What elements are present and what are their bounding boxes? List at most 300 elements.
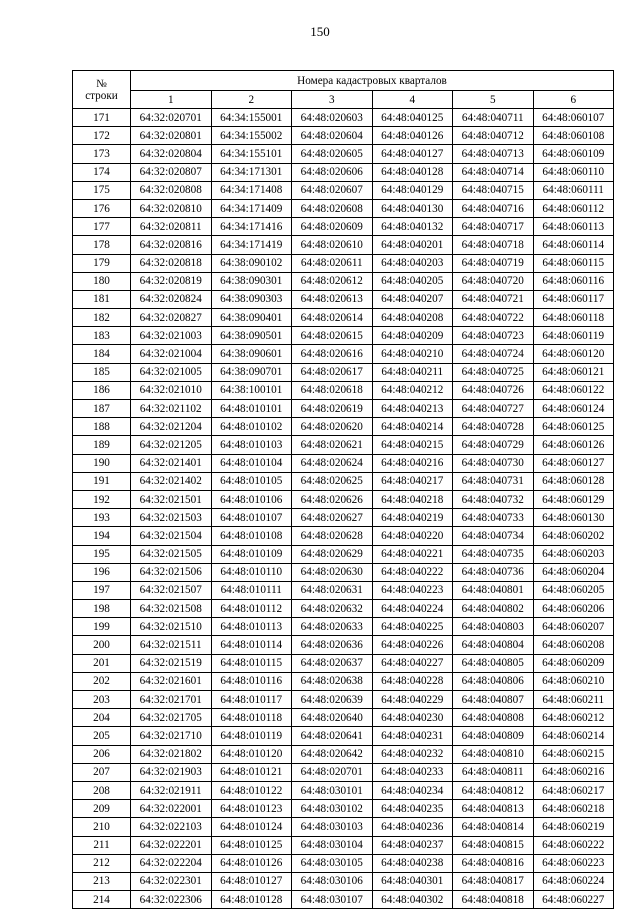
cadastral-number-cell: 64:48:040734 — [453, 527, 534, 545]
cadastral-number-cell: 64:32:021505 — [131, 545, 212, 563]
cadastral-number-cell: 64:48:010111 — [211, 581, 292, 599]
cadastral-number-cell: 64:38:090701 — [211, 363, 292, 381]
cadastral-number-cell: 64:48:040213 — [372, 400, 453, 418]
cadastral-number-cell: 64:48:010113 — [211, 618, 292, 636]
table-row — [73, 272, 614, 290]
cadastral-number-cell: 64:48:060120 — [533, 345, 614, 363]
table-row — [73, 545, 614, 563]
cadastral-number-cell: 64:48:020603 — [292, 109, 373, 127]
row-number-cell: 205 — [73, 727, 131, 745]
cadastral-number-cell: 64:32:021005 — [131, 363, 212, 381]
cadastral-number-cell: 64:48:020611 — [292, 254, 373, 272]
cadastral-number-cell: 64:38:090102 — [211, 254, 292, 272]
cadastral-number-cell: 64:48:040805 — [453, 654, 534, 672]
cadastral-number-cell: 64:48:060108 — [533, 127, 614, 145]
table-row — [73, 600, 614, 618]
table-row — [73, 290, 614, 308]
table-row — [73, 472, 614, 490]
row-number-cell: 203 — [73, 691, 131, 709]
cadastral-number-cell: 64:32:021010 — [131, 381, 212, 399]
cadastral-number-cell: 64:48:020625 — [292, 472, 373, 490]
cadastral-number-cell: 64:32:020801 — [131, 127, 212, 145]
table-row — [73, 509, 614, 527]
row-number-cell: 174 — [73, 163, 131, 181]
cadastral-number-cell: 64:48:040722 — [453, 309, 534, 327]
cadastral-number-cell: 64:48:060119 — [533, 327, 614, 345]
cadastral-number-cell: 64:48:040224 — [372, 600, 453, 618]
cadastral-number-cell: 64:48:040205 — [372, 272, 453, 290]
cadastral-number-cell: 64:48:020621 — [292, 436, 373, 454]
cadastral-number-cell: 64:48:040735 — [453, 545, 534, 563]
cadastral-number-cell: 64:48:040216 — [372, 454, 453, 472]
cadastral-number-cell: 64:48:040801 — [453, 581, 534, 599]
table-row — [73, 418, 614, 436]
cadastral-number-cell: 64:48:010118 — [211, 709, 292, 727]
cadastral-number-cell: 64:48:060115 — [533, 254, 614, 272]
cadastral-number-cell: 64:32:022103 — [131, 818, 212, 836]
cadastral-number-cell: 64:48:040718 — [453, 236, 534, 254]
cadastral-number-cell: 64:48:060125 — [533, 418, 614, 436]
row-number-cell: 187 — [73, 400, 131, 418]
row-number-cell: 185 — [73, 363, 131, 381]
cadastral-number-cell: 64:32:021503 — [131, 509, 212, 527]
cadastral-number-cell: 64:48:040237 — [372, 836, 453, 854]
cadastral-number-cell: 64:48:040238 — [372, 854, 453, 872]
table-row — [73, 563, 614, 581]
cadastral-number-cell: 64:34:155101 — [211, 145, 292, 163]
table-row — [73, 527, 614, 545]
cadastral-number-cell: 64:48:060214 — [533, 727, 614, 745]
row-number-cell: 171 — [73, 109, 131, 127]
row-number-cell: 196 — [73, 563, 131, 581]
cadastral-number-cell: 64:32:022301 — [131, 872, 212, 890]
cadastral-number-cell: 64:48:040736 — [453, 563, 534, 581]
cadastral-number-cell: 64:48:020633 — [292, 618, 373, 636]
table-row — [73, 490, 614, 508]
column-number-header: 6 — [533, 91, 614, 109]
cadastral-number-cell: 64:48:060118 — [533, 309, 614, 327]
cadastral-number-cell: 64:48:040214 — [372, 418, 453, 436]
cadastral-number-cell: 64:48:040725 — [453, 363, 534, 381]
cadastral-number-cell: 64:48:020627 — [292, 509, 373, 527]
cadastral-number-cell: 64:48:040809 — [453, 727, 534, 745]
table-row — [73, 672, 614, 690]
table-row — [73, 109, 614, 127]
cadastral-number-cell: 64:48:060124 — [533, 400, 614, 418]
row-number-cell: 211 — [73, 836, 131, 854]
table-row — [73, 781, 614, 799]
cadastral-number-cell: 64:48:060130 — [533, 509, 614, 527]
cadastral-number-cell: 64:48:020607 — [292, 181, 373, 199]
cadastral-number-cell: 64:48:030101 — [292, 781, 373, 799]
cadastral-number-cell: 64:38:090501 — [211, 327, 292, 345]
column-number-header: 1 — [131, 91, 212, 109]
cadastral-number-cell: 64:34:171416 — [211, 218, 292, 236]
cadastral-number-cell: 64:48:040232 — [372, 745, 453, 763]
cadastral-number-cell: 64:48:040125 — [372, 109, 453, 127]
cadastral-number-cell: 64:48:060222 — [533, 836, 614, 854]
row-number-cell: 210 — [73, 818, 131, 836]
table-row — [73, 363, 614, 381]
cadastral-number-cell: 64:48:040715 — [453, 181, 534, 199]
cadastral-number-cell: 64:32:020810 — [131, 199, 212, 217]
cadastral-number-cell: 64:48:010103 — [211, 436, 292, 454]
row-number-cell: 175 — [73, 181, 131, 199]
cadastral-number-cell: 64:48:040717 — [453, 218, 534, 236]
cadastral-number-cell: 64:48:040711 — [453, 109, 534, 127]
cadastral-number-cell: 64:48:020616 — [292, 345, 373, 363]
row-number-cell: 202 — [73, 672, 131, 690]
cadastral-number-cell: 64:48:040817 — [453, 872, 534, 890]
cadastral-number-cell: 64:32:020819 — [131, 272, 212, 290]
column-number-header: 2 — [211, 91, 292, 109]
cadastral-number-cell: 64:48:040719 — [453, 254, 534, 272]
cadastral-number-cell: 64:48:060204 — [533, 563, 614, 581]
quarters-group-header: Номера кадастровых кварталов — [131, 71, 614, 91]
row-number-cell: 209 — [73, 800, 131, 818]
row-number-cell: 176 — [73, 199, 131, 217]
row-number-cell: 201 — [73, 654, 131, 672]
cadastral-number-cell: 64:48:020624 — [292, 454, 373, 472]
cadastral-number-cell: 64:48:060202 — [533, 527, 614, 545]
cadastral-number-cell: 64:32:020818 — [131, 254, 212, 272]
cadastral-number-cell: 64:48:010124 — [211, 818, 292, 836]
cadastral-number-cell: 64:48:040235 — [372, 800, 453, 818]
row-number-header-symbol: № — [96, 77, 107, 90]
cadastral-number-cell: 64:48:040803 — [453, 618, 534, 636]
row-number-cell: 178 — [73, 236, 131, 254]
cadastral-number-cell: 64:48:040301 — [372, 872, 453, 890]
cadastral-number-cell: 64:48:040219 — [372, 509, 453, 527]
cadastral-number-cell: 64:32:021903 — [131, 763, 212, 781]
cadastral-number-cell: 64:48:040230 — [372, 709, 453, 727]
cadastral-number-cell: 64:48:040730 — [453, 454, 534, 472]
cadastral-number-cell: 64:48:060107 — [533, 109, 614, 127]
cadastral-number-cell: 64:48:020610 — [292, 236, 373, 254]
cadastral-number-cell: 64:48:040726 — [453, 381, 534, 399]
cadastral-number-cell: 64:32:021506 — [131, 563, 212, 581]
cadastral-number-cell: 64:48:010115 — [211, 654, 292, 672]
cadastral-number-cell: 64:34:155001 — [211, 109, 292, 127]
cadastral-number-cell: 64:48:020641 — [292, 727, 373, 745]
cadastral-number-cell: 64:32:020824 — [131, 290, 212, 308]
row-number-cell: 195 — [73, 545, 131, 563]
cadastral-number-cell: 64:48:030102 — [292, 800, 373, 818]
cadastral-number-cell: 64:48:030107 — [292, 891, 373, 909]
cadastral-number-cell: 64:48:020629 — [292, 545, 373, 563]
cadastral-number-cell: 64:48:060121 — [533, 363, 614, 381]
cadastral-number-cell: 64:48:020630 — [292, 563, 373, 581]
cadastral-number-cell: 64:48:040813 — [453, 800, 534, 818]
cadastral-number-cell: 64:48:020620 — [292, 418, 373, 436]
cadastral-number-cell: 64:48:040201 — [372, 236, 453, 254]
cadastral-number-cell: 64:32:021911 — [131, 781, 212, 799]
cadastral-number-cell: 64:34:155002 — [211, 127, 292, 145]
table-row — [73, 127, 614, 145]
cadastral-number-cell: 64:48:060116 — [533, 272, 614, 290]
cadastral-number-cell: 64:32:022306 — [131, 891, 212, 909]
cadastral-number-cell: 64:48:040807 — [453, 691, 534, 709]
cadastral-number-cell: 64:48:040215 — [372, 436, 453, 454]
row-number-header-label: строки — [85, 89, 118, 102]
cadastral-number-cell: 64:32:021102 — [131, 400, 212, 418]
column-number-header: 5 — [453, 91, 534, 109]
table-row — [73, 654, 614, 672]
cadastral-number-cell: 64:48:040732 — [453, 490, 534, 508]
row-number-cell: 194 — [73, 527, 131, 545]
cadastral-number-cell: 64:48:010110 — [211, 563, 292, 581]
cadastral-number-cell: 64:38:090601 — [211, 345, 292, 363]
cadastral-number-cell: 64:32:021402 — [131, 472, 212, 490]
row-number-cell: 193 — [73, 509, 131, 527]
cadastral-number-cell: 64:48:040816 — [453, 854, 534, 872]
row-number-cell: 206 — [73, 745, 131, 763]
table-row — [73, 436, 614, 454]
cadastral-number-cell: 64:48:030106 — [292, 872, 373, 890]
cadastral-number-cell: 64:48:020632 — [292, 600, 373, 618]
cadastral-number-cell: 64:48:010107 — [211, 509, 292, 527]
table-row — [73, 872, 614, 890]
cadastral-number-cell: 64:48:010108 — [211, 527, 292, 545]
cadastral-number-cell: 64:48:060113 — [533, 218, 614, 236]
cadastral-number-cell: 64:32:021802 — [131, 745, 212, 763]
cadastral-number-cell: 64:32:020804 — [131, 145, 212, 163]
cadastral-number-cell: 64:48:020701 — [292, 763, 373, 781]
cadastral-number-cell: 64:48:040712 — [453, 127, 534, 145]
cadastral-number-cell: 64:32:022201 — [131, 836, 212, 854]
cadastral-number-cell: 64:48:030105 — [292, 854, 373, 872]
row-number-cell: 173 — [73, 145, 131, 163]
table-row — [73, 691, 614, 709]
table-row — [73, 618, 614, 636]
cadastral-number-cell: 64:48:040812 — [453, 781, 534, 799]
cadastral-number-cell: 64:32:021510 — [131, 618, 212, 636]
row-number-cell: 199 — [73, 618, 131, 636]
cadastral-number-cell: 64:32:021401 — [131, 454, 212, 472]
cadastral-number-cell: 64:48:040218 — [372, 490, 453, 508]
cadastral-number-cell: 64:48:060206 — [533, 600, 614, 618]
cadastral-number-cell: 64:48:040808 — [453, 709, 534, 727]
cadastral-number-cell: 64:48:060223 — [533, 854, 614, 872]
table-row — [73, 891, 614, 909]
cadastral-number-cell: 64:32:021004 — [131, 345, 212, 363]
cadastral-number-cell: 64:32:021504 — [131, 527, 212, 545]
table-row — [73, 454, 614, 472]
row-number-cell: 192 — [73, 490, 131, 508]
column-number-header: 4 — [372, 91, 453, 109]
table-row — [73, 163, 614, 181]
table-row — [73, 581, 614, 599]
cadastral-number-cell: 64:34:171419 — [211, 236, 292, 254]
table-row — [73, 745, 614, 763]
table-row — [73, 818, 614, 836]
table-row — [73, 381, 614, 399]
cadastral-number-cell: 64:48:060227 — [533, 891, 614, 909]
cadastral-number-cell: 64:48:060211 — [533, 691, 614, 709]
table-row — [73, 309, 614, 327]
table-row — [73, 636, 614, 654]
cadastral-number-cell: 64:48:040231 — [372, 727, 453, 745]
cadastral-number-cell: 64:34:171301 — [211, 163, 292, 181]
cadastral-number-cell: 64:48:040818 — [453, 891, 534, 909]
cadastral-number-cell: 64:48:040227 — [372, 654, 453, 672]
cadastral-number-cell: 64:48:040225 — [372, 618, 453, 636]
row-number-cell: 214 — [73, 891, 131, 909]
cadastral-number-cell: 64:48:060112 — [533, 199, 614, 217]
cadastral-number-cell: 64:48:040721 — [453, 290, 534, 308]
cadastral-number-cell: 64:48:020626 — [292, 490, 373, 508]
cadastral-number-cell: 64:32:020816 — [131, 236, 212, 254]
cadastral-number-cell: 64:32:020807 — [131, 163, 212, 181]
cadastral-number-cell: 64:48:020617 — [292, 363, 373, 381]
cadastral-number-cell: 64:48:040714 — [453, 163, 534, 181]
row-number-cell: 177 — [73, 218, 131, 236]
table-row — [73, 854, 614, 872]
cadastral-number-cell: 64:48:010125 — [211, 836, 292, 854]
cadastral-number-cell: 64:48:020642 — [292, 745, 373, 763]
row-number-cell: 180 — [73, 272, 131, 290]
cadastral-number-cell: 64:48:040210 — [372, 345, 453, 363]
row-number-cell: 208 — [73, 781, 131, 799]
cadastral-number-cell: 64:48:020639 — [292, 691, 373, 709]
cadastral-number-cell: 64:48:010123 — [211, 800, 292, 818]
cadastral-number-cell: 64:48:010116 — [211, 672, 292, 690]
cadastral-number-cell: 64:32:021705 — [131, 709, 212, 727]
cadastral-number-cell: 64:32:020808 — [131, 181, 212, 199]
cadastral-number-cell: 64:48:060129 — [533, 490, 614, 508]
cadastral-number-cell: 64:48:020638 — [292, 672, 373, 690]
row-number-header — [73, 71, 131, 109]
cadastral-number-cell: 64:48:020608 — [292, 199, 373, 217]
cadastral-number-cell: 64:48:040126 — [372, 127, 453, 145]
cadastral-number-cell: 64:48:060122 — [533, 381, 614, 399]
cadastral-number-cell: 64:48:040127 — [372, 145, 453, 163]
cadastral-number-cell: 64:48:060203 — [533, 545, 614, 563]
cadastral-number-cell: 64:32:020701 — [131, 109, 212, 127]
cadastral-number-cell: 64:32:021511 — [131, 636, 212, 654]
cadastral-number-cell: 64:48:040236 — [372, 818, 453, 836]
cadastral-number-cell: 64:48:040220 — [372, 527, 453, 545]
cadastral-number-cell: 64:48:040209 — [372, 327, 453, 345]
cadastral-number-cell: 64:48:040132 — [372, 218, 453, 236]
cadastral-number-cell: 64:48:060207 — [533, 618, 614, 636]
cadastral-number-cell: 64:48:040222 — [372, 563, 453, 581]
cadastral-number-cell: 64:48:040811 — [453, 763, 534, 781]
cadastral-number-cell: 64:48:020628 — [292, 527, 373, 545]
cadastral-number-cell: 64:48:040228 — [372, 672, 453, 690]
cadastral-number-cell: 64:32:021601 — [131, 672, 212, 690]
table-row — [73, 400, 614, 418]
cadastral-number-cell: 64:48:060109 — [533, 145, 614, 163]
cadastral-number-cell: 64:48:010109 — [211, 545, 292, 563]
cadastral-number-cell: 64:48:040728 — [453, 418, 534, 436]
cadastral-number-cell: 64:48:040810 — [453, 745, 534, 763]
cadastral-number-cell: 64:48:020605 — [292, 145, 373, 163]
table-row — [73, 836, 614, 854]
cadastral-number-cell: 64:48:020615 — [292, 327, 373, 345]
cadastral-number-cell: 64:32:021204 — [131, 418, 212, 436]
row-number-cell: 179 — [73, 254, 131, 272]
cadastral-number-cell: 64:48:040211 — [372, 363, 453, 381]
table-row — [73, 800, 614, 818]
cadastral-number-cell: 64:48:020613 — [292, 290, 373, 308]
table-row — [73, 254, 614, 272]
table-row — [73, 327, 614, 345]
cadastral-number-cell: 64:48:020606 — [292, 163, 373, 181]
cadastral-number-cell: 64:38:090301 — [211, 272, 292, 290]
cadastral-number-cell: 64:48:040814 — [453, 818, 534, 836]
cadastral-number-cell: 64:38:090303 — [211, 290, 292, 308]
cadastral-number-cell: 64:48:040226 — [372, 636, 453, 654]
row-number-cell: 190 — [73, 454, 131, 472]
cadastral-number-cell: 64:48:040208 — [372, 309, 453, 327]
cadastral-number-cell: 64:48:060224 — [533, 872, 614, 890]
cadastral-number-cell: 64:32:021003 — [131, 327, 212, 345]
table-row — [73, 727, 614, 745]
row-number-cell: 198 — [73, 600, 131, 618]
cadastral-number-cell: 64:48:010121 — [211, 763, 292, 781]
cadastral-number-cell: 64:48:040221 — [372, 545, 453, 563]
cadastral-number-cell: 64:38:100101 — [211, 381, 292, 399]
cadastral-number-cell: 64:48:010120 — [211, 745, 292, 763]
table-row — [73, 181, 614, 199]
table-row — [73, 218, 614, 236]
cadastral-number-cell: 64:48:060216 — [533, 763, 614, 781]
cadastral-number-cell: 64:32:021205 — [131, 436, 212, 454]
cadastral-number-cell: 64:48:040207 — [372, 290, 453, 308]
row-number-cell: 182 — [73, 309, 131, 327]
page-number: 150 — [310, 24, 330, 39]
table-row — [73, 145, 614, 163]
table-row — [73, 709, 614, 727]
table-body — [73, 109, 614, 909]
cadastral-number-cell: 64:48:020636 — [292, 636, 373, 654]
cadastral-number-cell: 64:32:021501 — [131, 490, 212, 508]
cadastral-number-cell: 64:32:020827 — [131, 309, 212, 327]
cadastral-number-cell: 64:48:040713 — [453, 145, 534, 163]
cadastral-number-cell: 64:48:060127 — [533, 454, 614, 472]
cadastral-number-cell: 64:48:030103 — [292, 818, 373, 836]
cadastral-number-cell: 64:32:021701 — [131, 691, 212, 709]
cadastral-number-cell: 64:48:010105 — [211, 472, 292, 490]
cadastral-number-cell: 64:48:040217 — [372, 472, 453, 490]
cadastral-number-cell: 64:48:010119 — [211, 727, 292, 745]
cadastral-number-cell: 64:48:010106 — [211, 490, 292, 508]
row-number-cell: 188 — [73, 418, 131, 436]
row-number-cell: 184 — [73, 345, 131, 363]
cadastral-number-cell: 64:48:040724 — [453, 345, 534, 363]
cadastral-number-cell: 64:48:060218 — [533, 800, 614, 818]
cadastral-number-cell: 64:48:010127 — [211, 872, 292, 890]
cadastral-number-cell: 64:48:020614 — [292, 309, 373, 327]
cadastral-number-cell: 64:48:060217 — [533, 781, 614, 799]
cadastral-number-cell: 64:48:060208 — [533, 636, 614, 654]
cadastral-number-cell: 64:48:010101 — [211, 400, 292, 418]
cadastral-number-cell: 64:32:022204 — [131, 854, 212, 872]
cadastral-number-cell: 64:48:020619 — [292, 400, 373, 418]
cadastral-number-cell: 64:48:060205 — [533, 581, 614, 599]
cadastral-number-cell: 64:32:021710 — [131, 727, 212, 745]
column-number-header: 3 — [292, 91, 373, 109]
cadastral-number-cell: 64:34:171408 — [211, 181, 292, 199]
row-number-cell: 213 — [73, 872, 131, 890]
cadastral-number-cell: 64:48:040815 — [453, 836, 534, 854]
row-number-cell: 191 — [73, 472, 131, 490]
cadastral-number-cell: 64:48:020618 — [292, 381, 373, 399]
cadastral-number-cell: 64:48:010122 — [211, 781, 292, 799]
cadastral-number-cell: 64:34:171409 — [211, 199, 292, 217]
cadastral-number-cell: 64:48:040802 — [453, 600, 534, 618]
